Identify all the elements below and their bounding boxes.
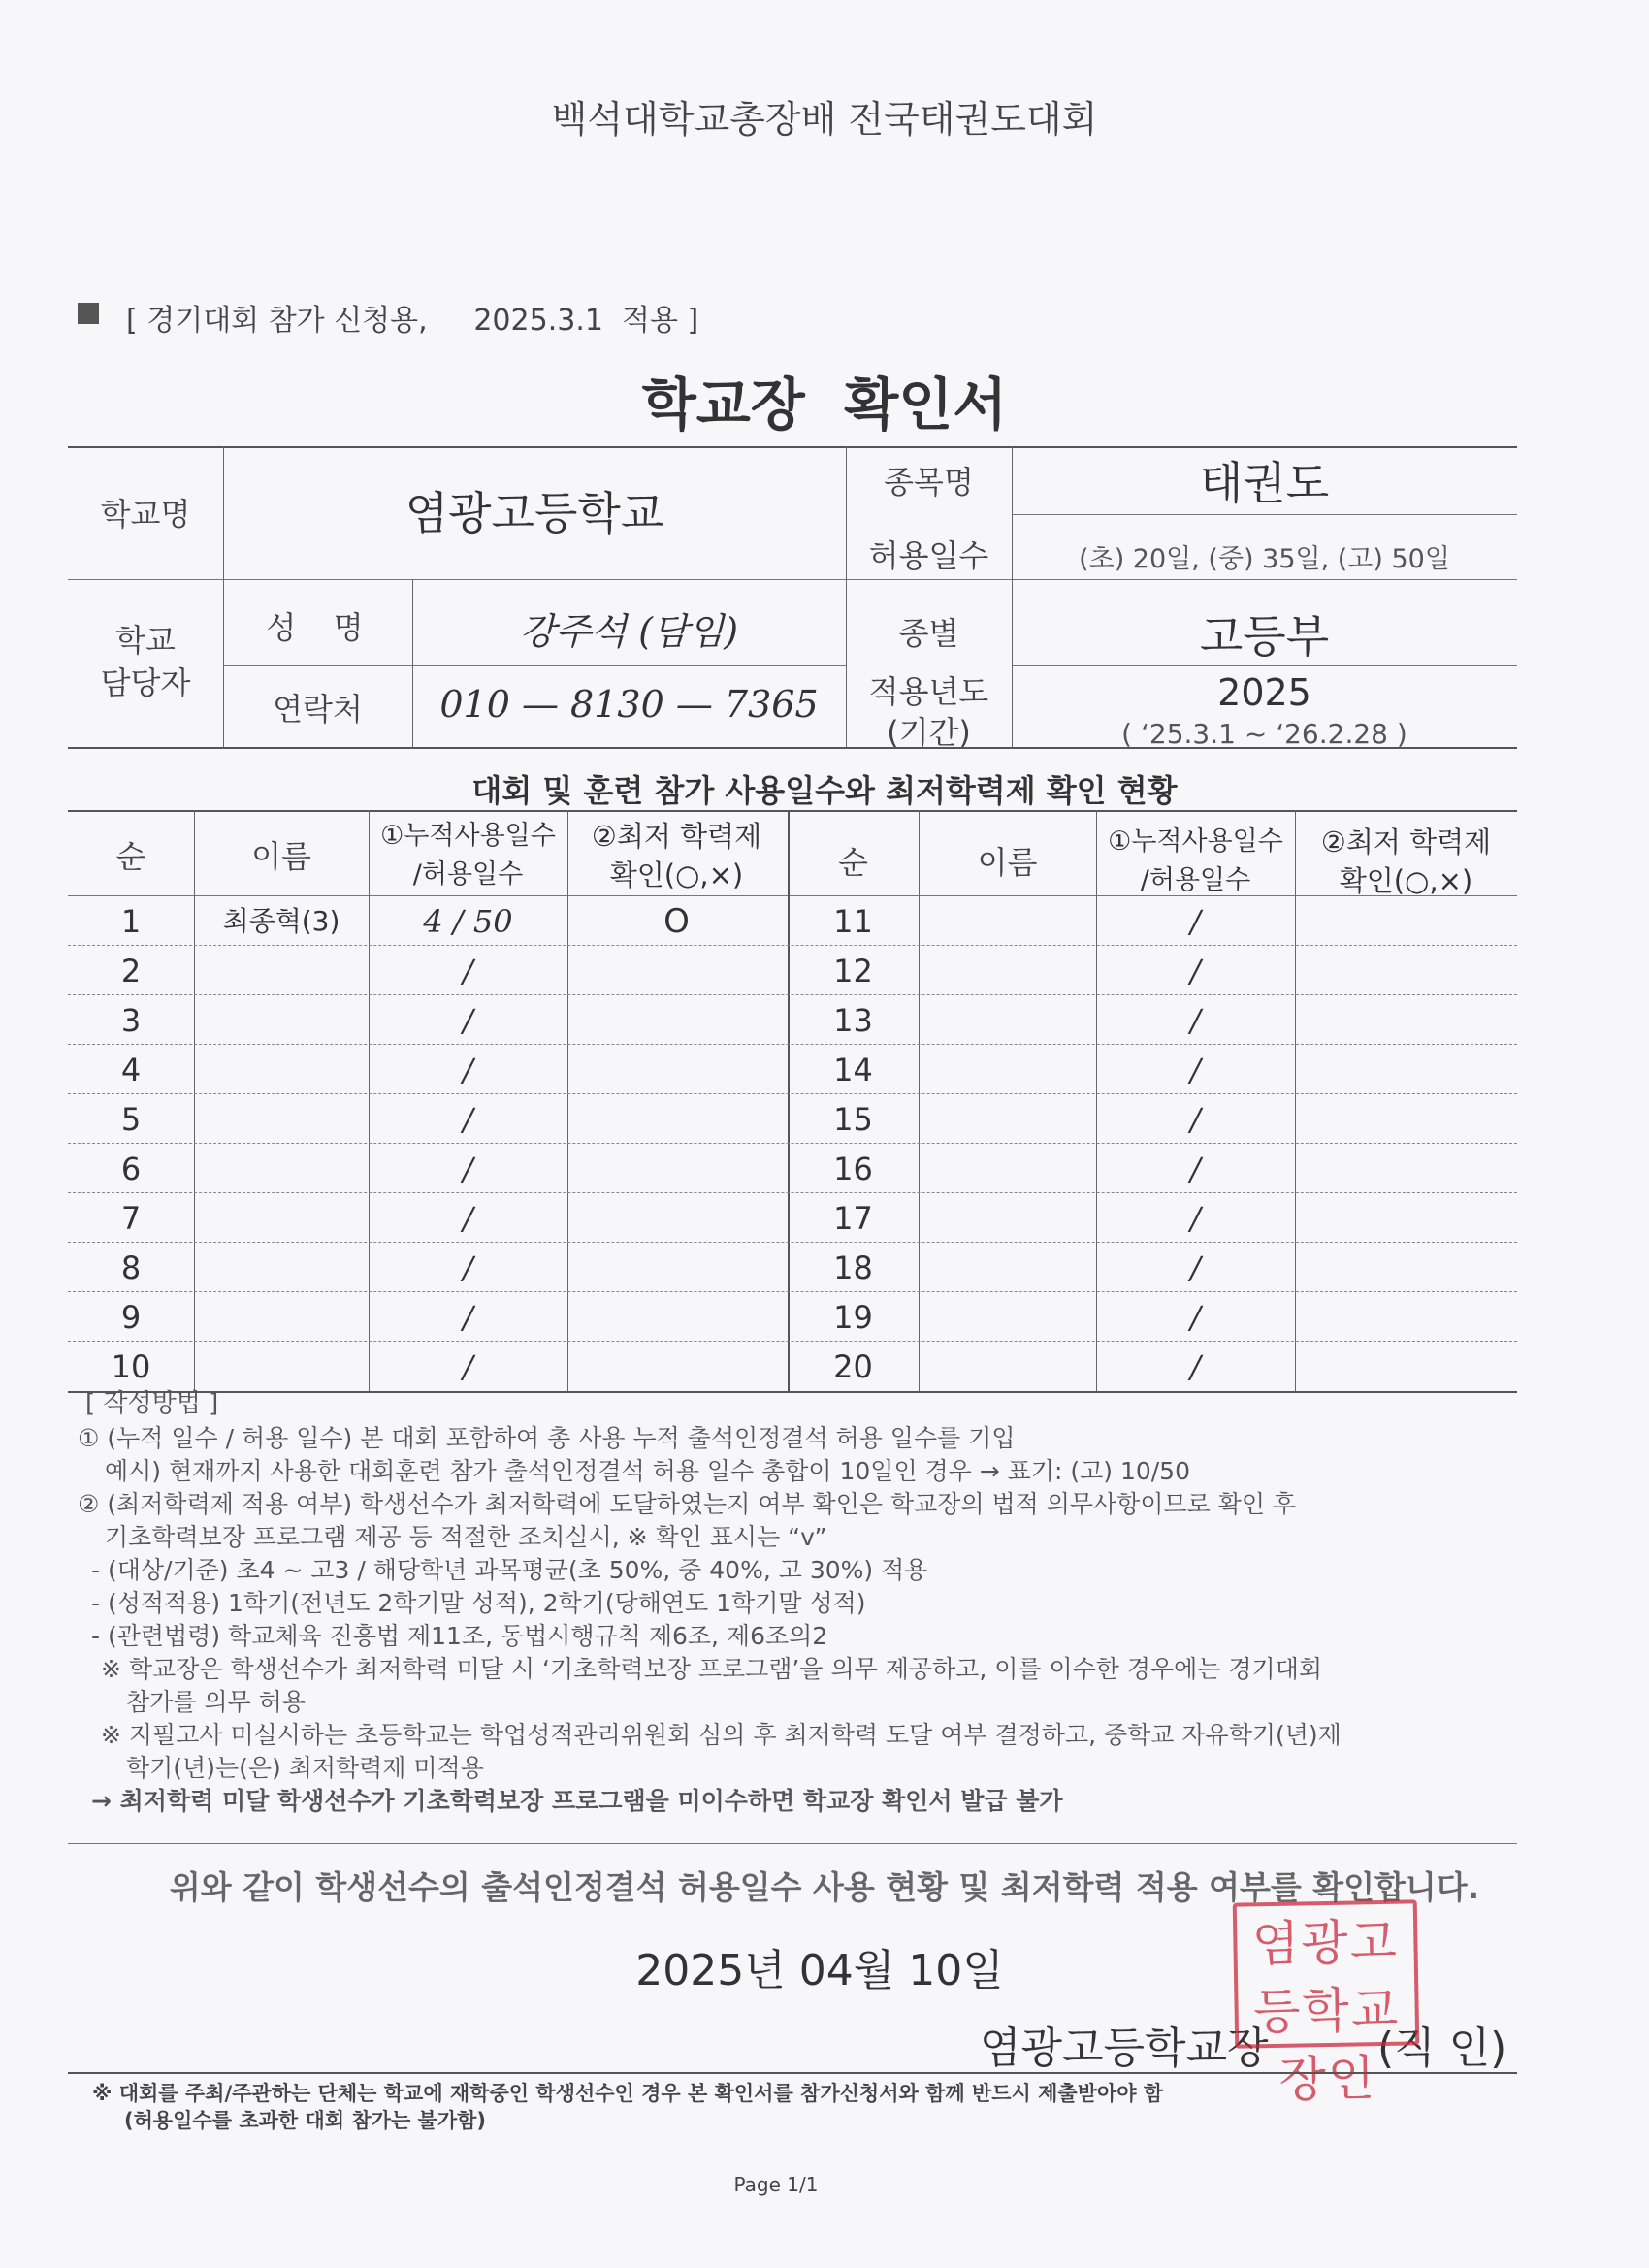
row-days: /	[1190, 1101, 1201, 1138]
col-header-min: ②최저 학력제 확인(○,×)	[591, 820, 762, 891]
person-name-value: 강주석 (담임)	[519, 610, 739, 653]
row-days: /	[463, 953, 473, 989]
row-days: /	[463, 1052, 473, 1088]
col-header-name: 이름	[977, 844, 1038, 881]
row-days: /	[1190, 1249, 1201, 1286]
col-header-days: ①누적사용일수 /허용일수	[380, 821, 556, 890]
row-number: 18	[833, 1249, 873, 1286]
event-title: 백석대학교총장배 전국태권도대회	[551, 98, 1098, 141]
row-number: 16	[833, 1150, 873, 1187]
usage-note: [ 경기대회 참가 신청용, 2025.3.1 적용 ]	[126, 304, 699, 338]
row-days: /	[1190, 1052, 1201, 1088]
row-min-check: O	[663, 902, 690, 941]
col-header-no: 순	[115, 838, 146, 875]
row-days: /	[1190, 1002, 1201, 1039]
note-line: 예시) 현재까지 사용한 대회훈련 참가 출석인정결석 허용 일수 총합이 10일인 경우 → 표기: (고) 10/50	[105, 1457, 1190, 1485]
allowed-days-label: 허용일수	[868, 537, 989, 574]
row-days: /	[463, 1002, 473, 1039]
row-number: 15	[833, 1101, 873, 1138]
note-line: ※ 학교장은 학생선수가 최저학력 미달 시 ‘기초학력보장 프로그램’을 의무 제공하고, 이를 이수한 경우에는 경기대회	[101, 1655, 1322, 1683]
note-line: 학기(년)는(은) 최저학력제 미적용	[126, 1754, 484, 1782]
row-number: 20	[833, 1348, 873, 1385]
row-days: /	[463, 1348, 473, 1385]
note-line: → 최저학력 미달 학생선수가 기초학력보장 프로그램을 미이수하면 학교장 확인서 발급 불가	[91, 1787, 1063, 1815]
confirmation-statement: 위와 같이 학생선수의 출석인정결석 허용일수 사용 현황 및 최저학력 적용 여부를 확인합니다.	[169, 1868, 1480, 1906]
row-days: /	[463, 1200, 473, 1237]
notes-block	[78, 1422, 1513, 1818]
seal-label: (직 인)	[1377, 2024, 1507, 2073]
document-title: 학교장 확인서	[641, 372, 1008, 437]
row-number: 5	[120, 1101, 142, 1138]
col-header-min: ②최저 학력제 확인(○,×)	[1320, 826, 1492, 897]
apply-year-label: 적용년도 (기간)	[868, 673, 989, 751]
col-header-no: 순	[838, 844, 868, 881]
notes-heading: [ 작성방법 ]	[85, 1389, 219, 1418]
row-number: 14	[833, 1052, 873, 1088]
row-days: /	[463, 1299, 473, 1336]
row-days: /	[1190, 953, 1201, 989]
row-number: 11	[833, 903, 873, 940]
col-header-name: 이름	[251, 838, 311, 875]
row-number: 3	[120, 1002, 142, 1039]
allowed-days-value: (초) 20일, (중) 35일, (고) 50일	[1079, 544, 1450, 574]
row-name: 최종혁(3)	[222, 905, 340, 937]
row-number: 19	[833, 1299, 873, 1336]
footer-notice-2: (허용일수를 초과한 대회 참가는 불가함)	[124, 2109, 487, 2132]
note-line: ※ 지필고사 미실시하는 초등학교는 학업성적관리위원회 심의 후 최저학력 도달 여부 결정하고, 중학교 자유학기(년)제	[101, 1721, 1342, 1749]
table-title: 대회 및 훈련 참가 사용일수와 최저학력제 확인 현황	[471, 772, 1178, 809]
person-name-label: 성 명	[266, 609, 370, 646]
school-name-label: 학교명	[100, 496, 191, 533]
official-seal: 염광고등학교장인	[1233, 1899, 1420, 2048]
division-label: 종별	[898, 615, 959, 652]
sport-label: 종목명	[884, 464, 974, 501]
col-header-days: ①누적사용일수 /허용일수	[1108, 826, 1283, 895]
row-days: /	[1190, 1348, 1201, 1385]
footer-notice-1: ※ 대회를 주최/주관하는 단체는 학교에 재학중인 학생선수인 경우 본 확인서를 참가신청서와 함께 반드시 제출받아야 함	[92, 2082, 1164, 2105]
apply-year-value: 2025	[1217, 671, 1311, 714]
apply-period-value: ( ‘25.3.1 ~ ‘26.2.28 )	[1121, 718, 1407, 750]
row-number: 10	[111, 1348, 151, 1385]
row-number: 4	[120, 1052, 142, 1088]
row-number: 17	[833, 1200, 873, 1237]
issue-date: 2025년 04월 10일	[635, 1946, 1004, 1995]
row-number: 7	[120, 1200, 142, 1237]
sport-value: 태권도	[1199, 457, 1330, 509]
row-number: 8	[120, 1249, 142, 1286]
row-days: /	[1190, 1150, 1201, 1187]
row-number: 6	[120, 1150, 142, 1187]
row-days: 4 / 50	[423, 903, 513, 940]
row-days: /	[463, 1101, 473, 1138]
manager-label: 학교 담당자	[100, 622, 191, 701]
row-number: 2	[120, 953, 142, 989]
row-number: 12	[833, 953, 873, 989]
note-line: 참가를 의무 허용	[126, 1688, 306, 1716]
principal-name: 염광고등학교장	[980, 2024, 1269, 2073]
school-name-value: 염광고등학교	[404, 487, 664, 539]
row-days: /	[463, 1249, 473, 1286]
page-number: Page 1/1	[733, 2173, 819, 2196]
note-line: ① (누적 일수 / 허용 일수) 본 대회 포함하여 총 사용 누적 출석인정결석 허용 일수를 기입	[78, 1424, 1016, 1452]
row-days: /	[463, 1150, 473, 1187]
division-value: 고등부	[1199, 610, 1330, 663]
note-line: - (관련법령) 학교체육 진흥법 제11조, 동법시행규칙 제6조, 제6조의2	[91, 1622, 828, 1650]
note-line: ② (최저학력제 적용 여부) 학생선수가 최저학력에 도달하였는지 여부 확인은 학교장의 법적 의무사항이므로 확인 후	[78, 1490, 1297, 1518]
note-line: - (대상/기준) 초4 ~ 고3 / 해당학년 과목평균(초 50%, 중 40%, 고 30%) 적용	[91, 1556, 928, 1584]
contact-value: 010 — 8130 — 7365	[439, 683, 819, 726]
contact-label: 연락처	[273, 691, 363, 728]
row-days: /	[1190, 1200, 1201, 1237]
bullet-square-icon	[78, 303, 99, 324]
note-line: - (성적적용) 1학기(전년도 2학기말 성적), 2학기(당해연도 1학기말 성적)	[91, 1589, 866, 1617]
row-days: /	[1190, 1299, 1201, 1336]
row-number: 1	[120, 903, 142, 940]
row-days: /	[1190, 903, 1201, 940]
row-number: 9	[120, 1299, 142, 1336]
note-line: 기초학력보장 프로그램 제공 등 적절한 조치실시, ※ 확인 표시는 “v”	[105, 1523, 827, 1551]
row-number: 13	[833, 1002, 873, 1039]
